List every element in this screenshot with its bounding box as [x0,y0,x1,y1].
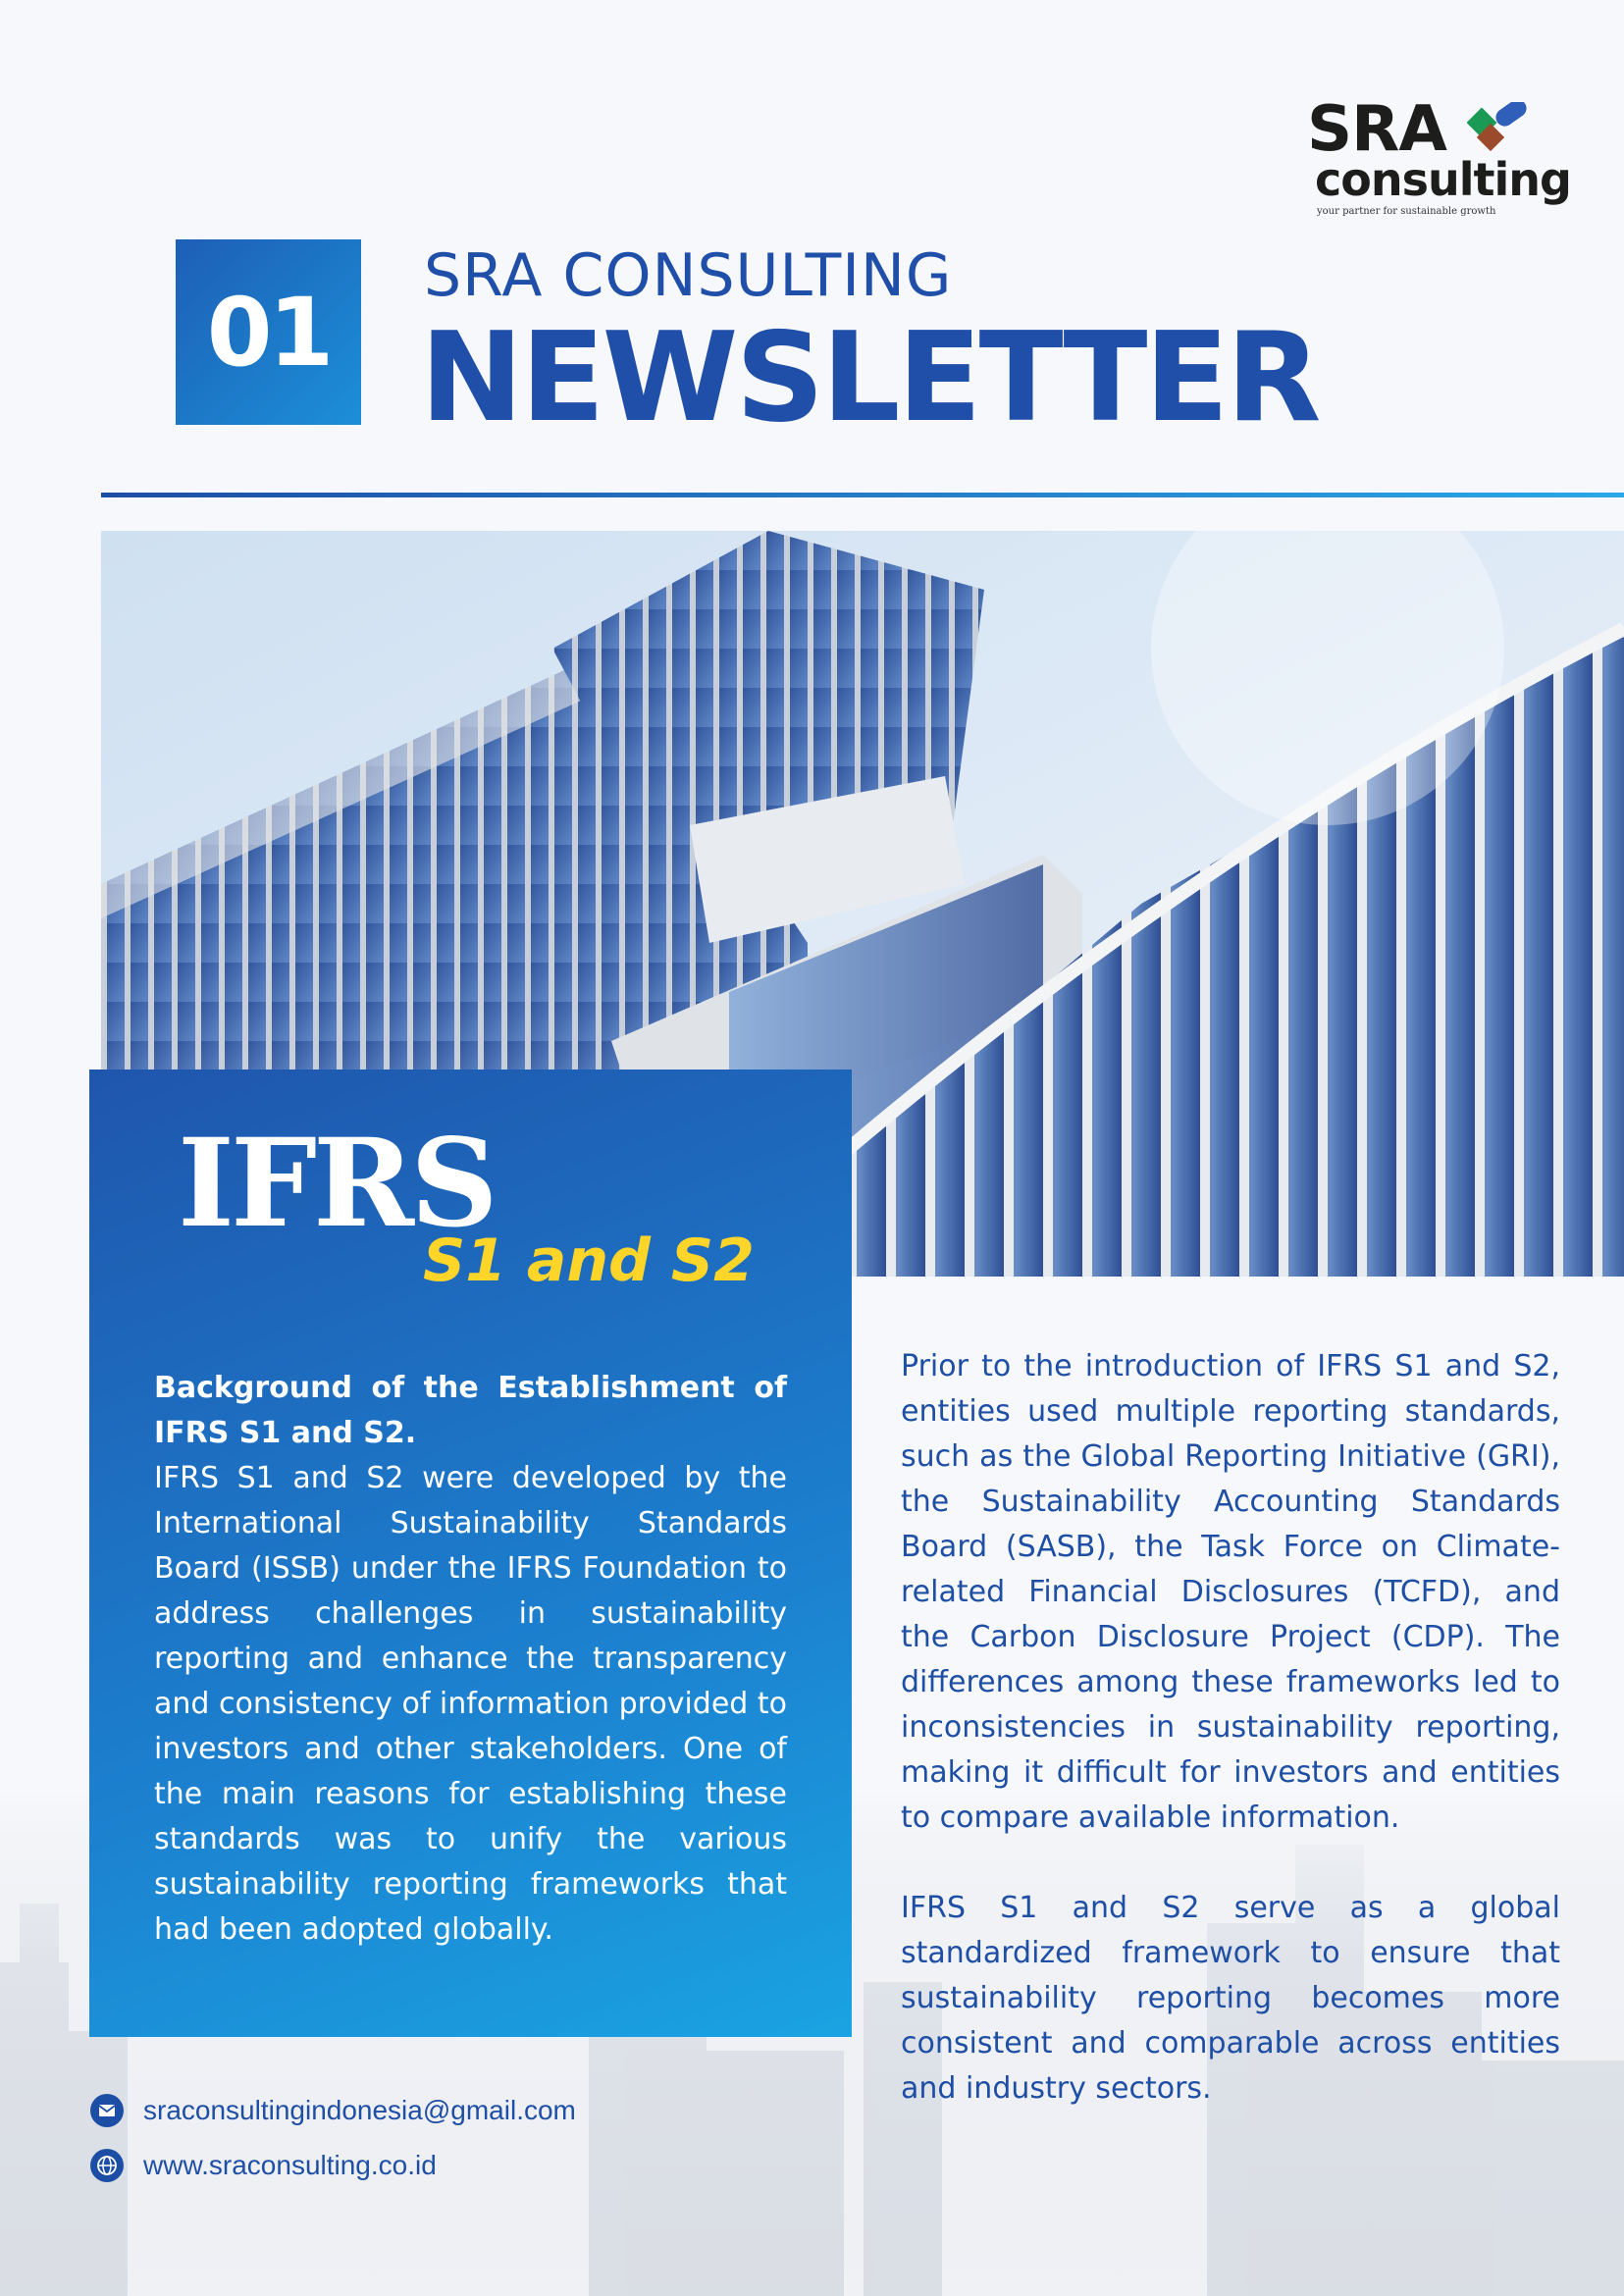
newsletter-brand: SRA CONSULTING [424,241,953,310]
feature-subtitle: S1 and S2 [423,1226,755,1295]
sra-logo [1305,93,1571,217]
feature-body: IFRS S1 and S2 were developed by the International Sustainability Standards Board (ISSB) under the IFRS Foundation to address challenges in sustainability reporting and enhance the transparency and consistency of information provided to investors and other stakeholders. One of the main reasons for establishing these standards was to unify the various sustainability reporting frameworks that had been adopted globally. [154,1461,787,1947]
logo-consulting-text: consulting [1315,153,1571,206]
header-divider [101,493,1624,497]
paragraph-global-framework: IFRS S1 and S2 serve as a global standardized framework to ensure that sustainability reporting becomes more consistent and comparable across entities and industry sectors. [901,1891,1560,2106]
issue-number-badge [176,239,361,425]
contact-email[interactable] [90,2094,576,2127]
website-link[interactable]: www.sraconsulting.co.id [143,2150,437,2180]
globe-icon [90,2149,124,2182]
issue-number: 01 [206,277,331,388]
logo-mark-icon [1467,102,1536,161]
paragraph-prior-standards: Prior to the introduction of IFRS S1 and S2, entities used multiple reporting standards, such as the Global Reporting Initiative (GRI), the Sustainability Accounting Standards Board (SASB), the Task Force on Climate-related Financial Disclosures (TCFD), and the Carbon Disclosure Project (CDP). The differences among these frameworks led to inconsistencies in sustainability reporting, making it difficult for investors and entities to compare available information. [901,1349,1560,1835]
feature-heading: Background of the Establishment of IFRS S1 and S2. [154,1371,787,1450]
right-column-text [901,1344,1560,2112]
logo-sra-text: SRA [1307,93,1446,166]
feature-panel [89,1070,852,2037]
mail-icon [90,2094,124,2127]
email-link[interactable]: sraconsultingindonesia@gmail.com [143,2095,576,2125]
newsletter-title: NEWSLETTER [420,305,1319,449]
logo-tagline: your partner for sustainable growth [1317,206,1496,217]
feature-title: IFRS [178,1113,495,1255]
contact-website[interactable] [90,2149,437,2182]
